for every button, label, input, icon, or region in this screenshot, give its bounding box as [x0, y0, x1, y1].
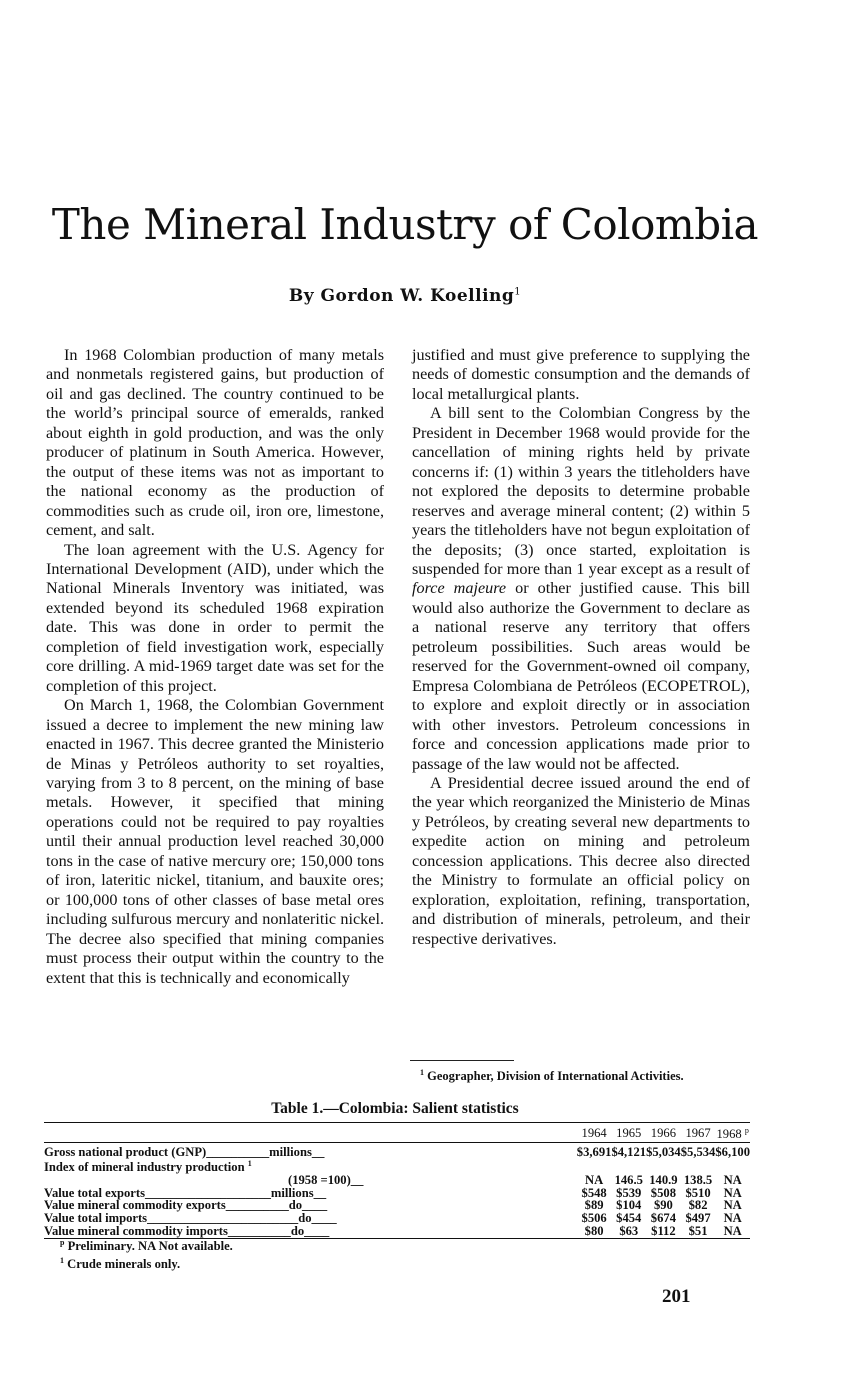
footnote-mark: 1 — [420, 1068, 424, 1077]
table-cell: $104 — [616, 1198, 642, 1213]
table-cell — [715, 1158, 750, 1174]
row-label — [44, 1142, 577, 1158]
row-label-text: Index of mineral industry production — [44, 1160, 245, 1175]
table-cell: $63 — [611, 1225, 646, 1239]
row-label-text: Value mineral commodity exports__________do____ — [44, 1198, 328, 1213]
page-number: 201 — [662, 1286, 691, 1307]
table-cell: $508 — [650, 1185, 676, 1200]
table-body — [44, 1142, 750, 1238]
header-year: 1967 — [681, 1123, 716, 1143]
header-year-text: 1968 — [716, 1127, 742, 1142]
table-cell — [681, 1158, 716, 1174]
paragraph-presidential-decree: A Presidential decree issued around the end of the year which reorganized the Ministerio de Minas y Petróleos, by creating several new departments to expedite action on mining and petroleum concession applications. This decree also directed the Ministry to formulate an official policy on exploration, exploitation, refining, transportation, and distribution of minerals, petroleum, and their respective derivatives. — [412, 773, 750, 948]
row-label-text: (1958 =100)__ — [288, 1173, 364, 1188]
row-label-text: Value total imports________________________do____ — [44, 1210, 337, 1225]
table-cell: $539 — [616, 1185, 642, 1200]
table-cell: NA — [723, 1185, 742, 1200]
bill-text-a: A bill sent to the Colombian Congress by the President in December 1968 would provide for the cancellation of mining rights held by private concerns if: (1) within 3 years the titleholders have not explored the deposits to determine probable reserves and average mineral content; (2) within 5 years the titleholders have not begun exploitation of the deposits; (3) once started, exploitation is suspended for more than 1 year except as a result of — [412, 404, 750, 578]
byline — [0, 286, 810, 306]
table-cell: 146.5 — [614, 1173, 643, 1188]
right-column — [412, 346, 750, 949]
salient-statistics-table — [44, 1122, 750, 1239]
note-mark: 1 — [60, 1255, 64, 1265]
table-cell: $548 — [581, 1185, 607, 1200]
paragraph-continuation: justified and must give preference to supplying the needs of domestic consumption and the demands of local metallurgical plants. — [412, 346, 750, 403]
table-cell: 140.9 — [649, 1173, 678, 1188]
table-cell: $497 — [685, 1210, 711, 1225]
table-notes — [60, 1236, 460, 1271]
header-blank — [44, 1123, 577, 1143]
table-cell: $51 — [681, 1225, 716, 1239]
left-column — [46, 346, 384, 988]
row-label-text: Value mineral commodity imports__________do____ — [44, 1223, 330, 1238]
table-cell: $90 — [653, 1198, 673, 1213]
table-cell: $3,691 — [576, 1144, 612, 1159]
table-cell: $4,121 — [611, 1144, 647, 1159]
table-cell: NA — [585, 1173, 604, 1188]
table-row — [44, 1158, 750, 1174]
table-cell: $674 — [650, 1210, 676, 1225]
author-name: By Gordon W. Koelling — [288, 286, 515, 306]
note-text: Preliminary. NA Not available. — [67, 1239, 233, 1254]
footnote — [410, 1066, 748, 1083]
table-cell: NA — [715, 1225, 750, 1239]
table-note — [60, 1236, 460, 1254]
note-text: Crude minerals only. — [67, 1256, 181, 1271]
table-cell: $5,534 — [680, 1144, 716, 1159]
byline-footnote-mark: 1 — [514, 286, 522, 298]
table-cell: $454 — [616, 1210, 642, 1225]
table-row — [44, 1142, 750, 1158]
article-title: The Mineral Industry of Colombia — [51, 200, 759, 249]
footnote-divider — [410, 1060, 514, 1061]
table-cell: NA — [723, 1173, 742, 1188]
row-label-mark: 1 — [247, 1159, 252, 1169]
header-year: 1965 — [611, 1123, 646, 1143]
footnote-text: Geographer, Division of International Activities. — [427, 1069, 684, 1084]
table-cell: $89 — [584, 1198, 604, 1213]
table-cell: $82 — [688, 1198, 708, 1213]
table-cell: $80 — [577, 1225, 612, 1239]
paragraph-mining-decree: On March 1, 1968, the Colombian Government issued a decree to implement the new mining law enacted in 1967. This decree granted the Ministerio de Minas y Petróleos authority to set royalties, varying from 3 to 8 percent, on the mining of base metals. However, it specified that mining operations could not be required to pay royalties until their annual production level reached 30,000 tons in the case of native mercury ore; 150,000 tons of iron, lateritic nickel, titanium, and bauxite ores; or 100,000 tons of other classes of base metal ores including sulfurous mercury and nonlateritic nickel. The decree also specified that mining companies must process their output within the country to the extent that this is technically and economically — [46, 696, 384, 987]
table-cell: $112 — [646, 1225, 681, 1239]
table-cell — [646, 1158, 681, 1174]
table-header-row — [44, 1123, 750, 1143]
note-mark: p — [60, 1238, 65, 1247]
row-label-text: Gross national product (GNP)__________millions__ — [44, 1144, 325, 1159]
paragraph-congress-bill — [412, 404, 750, 774]
table-title: Table 1.—Colombia: Salient statistics — [271, 1100, 519, 1117]
header-year-last — [715, 1123, 750, 1143]
table-note — [60, 1254, 460, 1272]
paragraph-loan-agreement: The loan agreement with the U.S. Agency for International Development (AID), under which the National Minerals Inventory was initiated, was extended beyond its scheduled 1968 expiration date. This was done in order to permit the completion of field investigation work, especially core drilling. A mid-1969 target date was set for the completion of this project. — [46, 540, 384, 695]
table-cell: $510 — [685, 1185, 711, 1200]
table-cell: $6,100 — [715, 1144, 750, 1159]
header-year: 1964 — [577, 1123, 612, 1143]
table-cell: NA — [723, 1210, 742, 1225]
table-cell: $506 — [581, 1210, 607, 1225]
preliminary-mark: p — [744, 1126, 749, 1135]
paragraph-intro: In 1968 Colombian production of many metals and nonmetals registered gains, but production of oil and gas declined. The country continued to be the world’s principal source of emeralds, ranked about eighth in gold production, and was the only producer of platinum in South America. However, the output of these items was not as important to the national economy as the production of commodities such as crude oil, iron ore, limestone, cement, and salt. — [46, 346, 384, 540]
header-year: 1966 — [646, 1123, 681, 1143]
table-cell: 138.5 — [683, 1173, 713, 1188]
table-cell — [577, 1158, 612, 1174]
table-cell: $5,034 — [646, 1144, 681, 1159]
table-cell — [611, 1158, 646, 1174]
table-cell: NA — [723, 1198, 742, 1213]
force-majeure-italic: force majeure — [412, 579, 507, 598]
row-label-text: Value total exports____________________millions__ — [44, 1185, 327, 1200]
row-label — [44, 1158, 577, 1174]
bill-text-c: or other justified cause. This bill would also authorize the Government to declare as a national reserve any territory that offers petroleum possibilities. Such areas would be reserved for the Government-owned oil company, Empresa Colombiana de Petróleos (ECOPETROL), to explore and exploit directly or in association with other investors. Petroleum concessions in force and concession applications made prior to passage of the law would not be affected. — [412, 579, 750, 773]
